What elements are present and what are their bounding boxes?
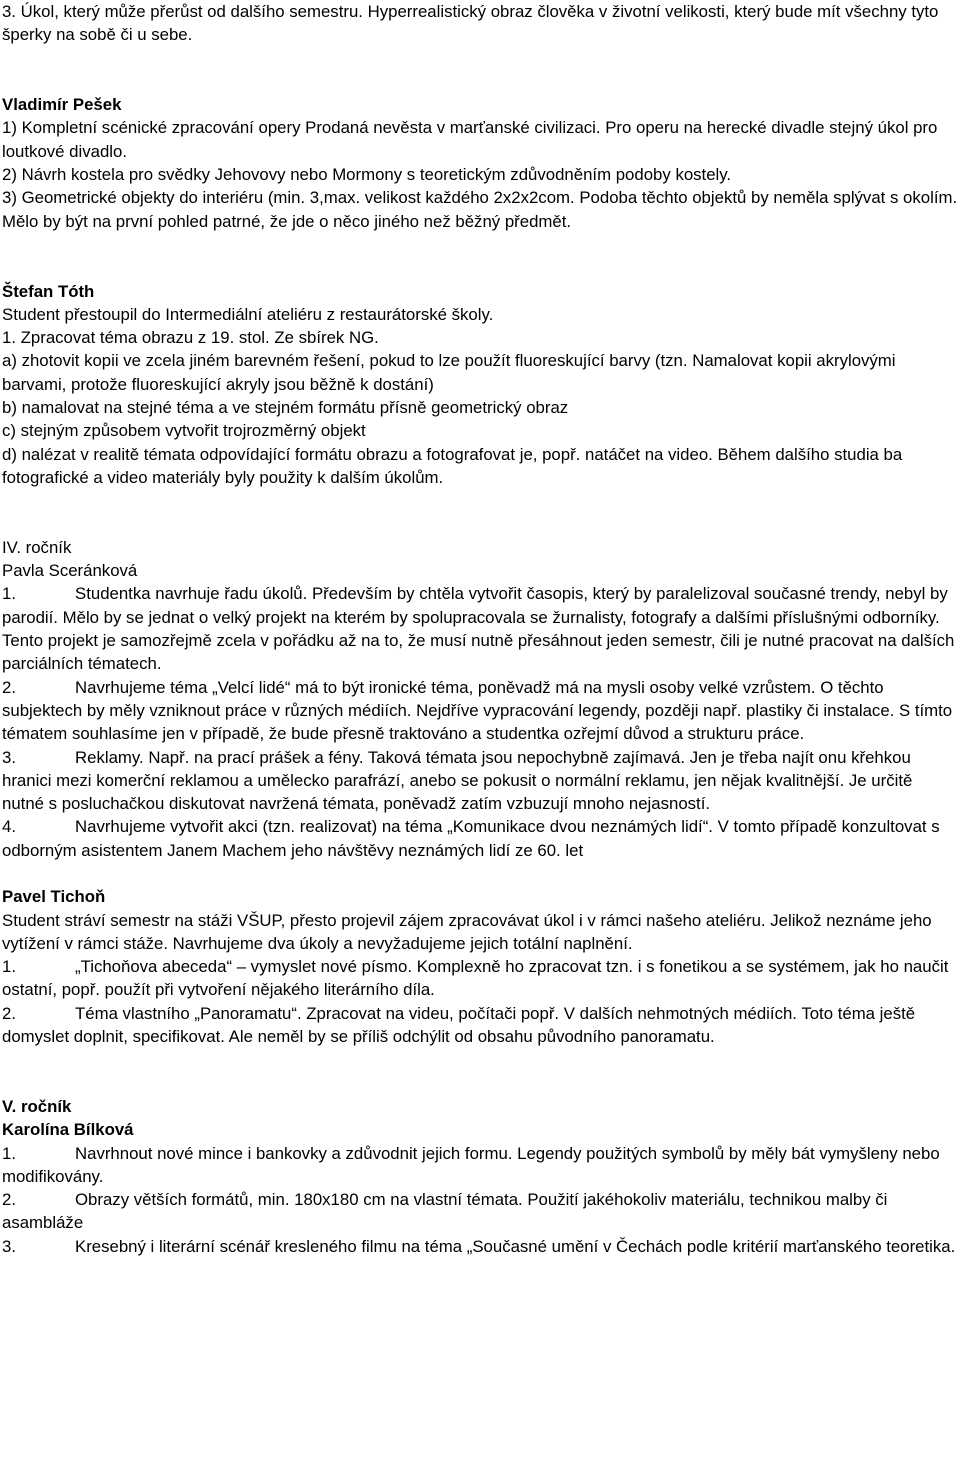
toth-line: a) zhotovit kopii ve zcela jiném barevném řešení, pokud to lze použít fluoreskující barvy (tzn. Namalovat kopii akrylovými barvami, protože fluoreskující akryly jsou běžně k dostání) bbox=[2, 351, 896, 394]
pesek-item-2: 2) Návrh kostela pro svědky Jehovovy nebo Mormony s teoretickým zdůvodněním podoby kostely. bbox=[2, 165, 732, 185]
toth-line: b) namalovat na stejné téma a ve stejném formátu přísně geometrický obraz bbox=[2, 398, 569, 418]
pesek-item-1: 1) Kompletní scénické zpracování opery Prodaná nevěsta v marťanské civilizaci. Pro operu na herecké divadle stejný úkol pro loutkové divadlo. bbox=[2, 118, 938, 161]
year-heading-v: V. ročník bbox=[2, 1096, 72, 1116]
toth-line: Student přestoupil do Intermediální ateliéru z restaurátorské školy. bbox=[2, 304, 494, 324]
bilkova-item: 3. Kresebný i literární scénář kresleného filmu na téma „Současné umění v Čechách podle kritérií marťanského teoretika. bbox=[2, 1236, 956, 1256]
toth-line: d) nalézat v realitě témata odpovídající formátu obrazu a fotografovat je, popř. natáčet na video. Během dalšího studia ba fotografické a video materiály byly použity k dalším úkolům. bbox=[2, 444, 903, 487]
sceránková-item: 4. Navrhujeme vytvořit akci (tzn. realizovat) na téma „Komunikace dvou neznámých lidí“. V tomto případě konzultovat s odborným asistentem Janem Machem jeho návštěvy neznámých lidí ze 60. let bbox=[2, 817, 940, 860]
student-name-tichon: Pavel Tichoň bbox=[2, 887, 106, 907]
sceránková-item: 1. Studentka navrhuje řadu úkolů. Především by chtěla vytvořit časopis, který by paralelizoval současné trendy, nebyl by parodií. Mělo by se jednat o velký projekt na kterém by spolupracovala se žurnalisty, fotografy a dalšími příslušnými odborníky. Tento projekt je samozřejmě zcela v pořádku až na to, že musí nutně přesáhnout jeden semestr, čili je nutné pracovat na dalších parciálních tématech. bbox=[2, 584, 955, 674]
bilkova-item: 2. Obrazy větších formátů, min. 180x180 cm na vlastní témata. Použití jakéhokoliv materiálu, technikou malby či asambláže bbox=[2, 1190, 888, 1233]
sceránková-item: 3. Reklamy. Např. na prací prášek a fény. Taková témata jsou nepochybně zajímavá. Jen je třeba najít onu křehkou hranici mezi komerční reklamou a umělecko parafrází, anebo se pokusit o normální reklamu, jen nějak kvalitnější. Je určitě nutné s posluchačkou diskutovat navržená témata, poněvadž zatím vzbuzují mnoho nejasností. bbox=[2, 747, 913, 814]
pesek-item-3: 3) Geometrické objekty do interiéru (min. 3,max. velikost každého 2x2x2com. Podoba těchto objektů by neměla splývat s okolím. Mělo by být na první pohled patrné, že jde o něco jiného než běžný předmět. bbox=[2, 188, 958, 231]
year-heading-iv: IV. ročník bbox=[2, 537, 72, 557]
intro-paragraph: 3. Úkol, který může přerůst od dalšího semestru. Hyperrealistický obraz člověka v životní velikosti, který bude mít všechny tyto šperky na sobě či u sebe. bbox=[2, 2, 939, 45]
section-name-pesek: Vladimír Pešek bbox=[2, 95, 122, 115]
sceránková-item: 2. Navrhujeme téma „Velcí lidé“ má to být ironické téma, poněvadž má na mysli osoby velké vzrůstem. O těchto subjektech by měly vzniknout práce v různých médiích. Nejdříve vypracování legendy, později např. plastiky či instalace. S tímto tématem souhlasíme jen v případě, že bude přesně traktováno a studentka ozřejmí důvod a strukturu práce. bbox=[2, 677, 953, 744]
student-name-bilkova: Karolína Bílková bbox=[2, 1120, 134, 1140]
bilkova-item: 1. Navrhnout nové mince i bankovky a zdůvodnit jejich formu. Legendy použitých symbolů by měly bát vymyšleny nebo modifikovány. bbox=[2, 1143, 940, 1186]
toth-line: c) stejným způsobem vytvořit trojrozměrný objekt bbox=[2, 421, 366, 441]
tichon-item: 2. Téma vlastního „Panoramatu“. Zpracovat na videu, počítači popř. V dalších nehmotných médiích. Toto téma ještě domyslet doplnit, specifikovat. Ale neměl by se příliš odchýlit od obsahu původního panoramatu. bbox=[2, 1003, 916, 1047]
tichon-intro: Student stráví semestr na stáži VŠUP, přesto projevil zájem zpracovávat úkol i v rámci našeho ateliéru. Jelikož neznáme jeho vytížení v rámci stáže. Navrhujeme dva úkoly a nevyžadujeme jejich totální naplnění. bbox=[2, 910, 932, 953]
student-name-sceránková: Pavla Sceránková bbox=[2, 561, 138, 581]
tichon-item: 1. „Tichoňova abeceda“ – vymyslet nové písmo. Komplexně ho zpracovat tzn. i s fonetikou a se systémem, jak ho naučit ostatní, popř. použít při vytvoření nějakého literárního díla. bbox=[2, 957, 949, 1000]
section-name-toth: Štefan Tóth bbox=[2, 281, 95, 301]
toth-line: 1. Zpracovat téma obrazu z 19. stol. Ze sbírek NG. bbox=[2, 328, 379, 348]
